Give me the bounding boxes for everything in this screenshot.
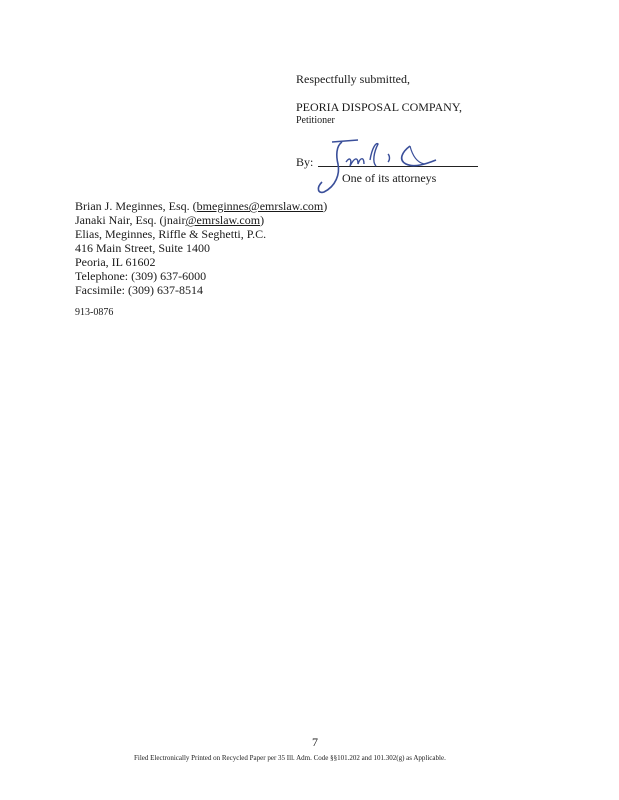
footer-note: Filed Electronically Printed on Recycled Paper per 35 Ill. Adm. Code §§101.202 and 101.302(g) as Applicable. <box>134 754 446 762</box>
counsel-name-2: Janaki Nair, Esq. (jnair <box>75 213 186 227</box>
counsel-line-1 <box>75 199 327 214</box>
email-link-2[interactable]: @emrslaw.com <box>185 213 261 227</box>
attorney-caption: One of its attorneys <box>342 171 437 185</box>
firm-name: Elias, Meginnes, Riffle & Seghetti, P.C. <box>75 227 267 241</box>
counsel-paren-1: ) <box>323 199 328 213</box>
telephone: Telephone: (309) 637-6000 <box>75 269 207 283</box>
counsel-paren-2: ) <box>260 213 265 227</box>
party-name: PEORIA DISPOSAL COMPANY, <box>296 100 462 114</box>
file-number: 913-0876 <box>75 307 114 318</box>
email-link-1[interactable]: bmeginnes@emrslaw.com <box>196 199 324 213</box>
address-line-1: 416 Main Street, Suite 1400 <box>75 241 210 255</box>
facsimile: Facsimile: (309) 637-8514 <box>75 283 203 297</box>
page-number: 7 <box>312 735 318 749</box>
closing-text: Respectfully submitted, <box>296 72 410 86</box>
by-label: By: <box>296 155 314 169</box>
handwritten-signature <box>306 134 456 196</box>
address-line-2: Peoria, IL 61602 <box>75 255 156 269</box>
counsel-line-2 <box>75 213 264 228</box>
party-role: Petitioner <box>296 115 335 126</box>
counsel-name-1: Brian J. Meginnes, Esq. ( <box>75 199 197 213</box>
